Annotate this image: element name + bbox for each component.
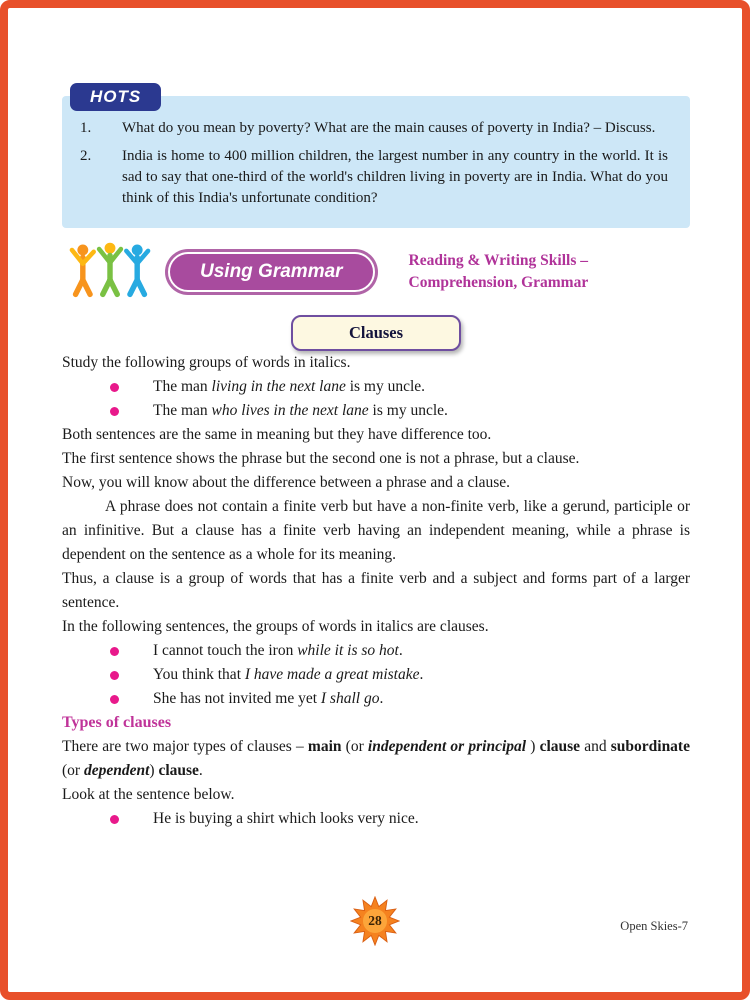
section-header bbox=[62, 240, 690, 303]
body-line: The first sentence shows the phrase but the second one is not a phrase, but a clause. bbox=[62, 450, 580, 467]
list-item bbox=[62, 687, 690, 711]
question-number: 2. bbox=[80, 148, 92, 164]
bullet-icon bbox=[110, 647, 119, 656]
topic-row bbox=[62, 315, 690, 351]
body-line: In the following sentences, the groups of words in italics are clauses. bbox=[62, 618, 489, 635]
list-item bbox=[62, 663, 690, 687]
hots-question-2 bbox=[80, 146, 668, 209]
example-sentence: He is buying a shirt which looks very nice. bbox=[153, 810, 419, 827]
using-grammar-banner: Using Grammar bbox=[168, 252, 375, 292]
hots-question-1 bbox=[80, 118, 668, 139]
hots-question-box bbox=[62, 96, 690, 228]
bullet-icon bbox=[110, 407, 119, 416]
body-line: Both sentences are the same in meaning but they have difference too. bbox=[62, 426, 492, 443]
skills-line-1: Reading & Writing Skills – bbox=[408, 251, 588, 269]
bullet-icon bbox=[110, 815, 119, 824]
list-item bbox=[62, 639, 690, 663]
question-text: India is home to 400 million children, the largest number in any country in the world. It is sad to say that one-third of the world's children living in poverty are in India. What do you think of this India's unfortunate condition? bbox=[122, 148, 668, 206]
bullet-icon bbox=[110, 671, 119, 680]
people-icon bbox=[66, 240, 154, 303]
lesson-body bbox=[62, 351, 690, 831]
question-text: What do you mean by poverty? What are the main causes of poverty in India? – Discuss. bbox=[122, 120, 656, 136]
list-item bbox=[62, 399, 690, 423]
hots-badge: HOTS bbox=[70, 83, 161, 111]
bullet-icon bbox=[110, 695, 119, 704]
page-content bbox=[8, 87, 742, 831]
list-item bbox=[62, 807, 690, 831]
skills-caption bbox=[409, 250, 589, 294]
page-number: 28 bbox=[368, 913, 382, 928]
subsection-heading: Types of clauses bbox=[62, 714, 172, 731]
topic-box: Clauses bbox=[291, 315, 461, 351]
page-number-starburst bbox=[350, 896, 400, 946]
body-line: Look at the sentence below. bbox=[62, 786, 235, 803]
hots-section bbox=[62, 87, 690, 228]
example-sentence: The man who lives in the next lane is my uncle. bbox=[153, 402, 448, 419]
body-line: Now, you will know about the difference between a phrase and a clause. bbox=[62, 474, 511, 491]
bullet-icon bbox=[110, 383, 119, 392]
question-number: 1. bbox=[80, 120, 92, 136]
list-item bbox=[62, 375, 690, 399]
body-paragraph: There are two major types of clauses – main (or independent or principal ) clause and subordinate (or dependent) clause. bbox=[62, 738, 690, 779]
example-sentence: You think that I have made a great mistake. bbox=[153, 666, 424, 683]
intro-line: Study the following groups of words in italics. bbox=[62, 354, 351, 371]
example-sentence: She has not invited me yet I shall go. bbox=[153, 690, 384, 707]
example-sentence: The man living in the next lane is my uncle. bbox=[153, 378, 426, 395]
body-paragraph: Thus, a clause is a group of words that has a finite verb and a subject and forms part of a larger sentence. bbox=[62, 570, 690, 611]
example-sentence: I cannot touch the iron while it is so hot. bbox=[153, 642, 403, 659]
skills-line-2: Comprehension, Grammar bbox=[408, 273, 589, 291]
book-title: Open Skies-7 bbox=[620, 919, 688, 933]
body-paragraph: A phrase does not contain a finite verb but have a non-finite verb, like a gerund, participle or an infinitive. But a clause has a finite verb having an independent meaning, while a phrase is dependent on the sentence as a whole for its meaning. bbox=[62, 498, 690, 563]
